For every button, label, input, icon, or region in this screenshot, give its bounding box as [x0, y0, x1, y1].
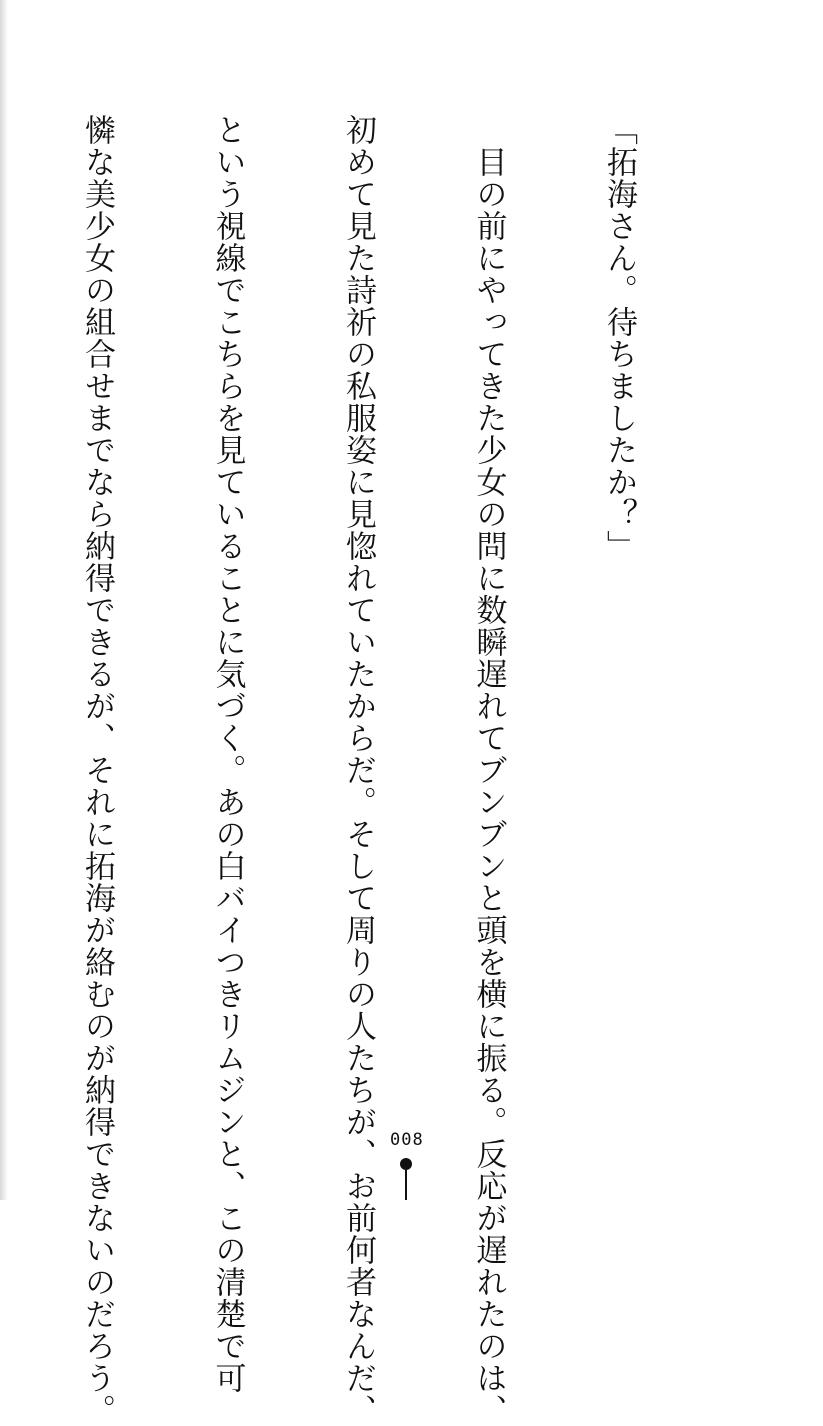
- text-line: という視線でこちらを見ていることに気づく。あの白バイつきリムジンと、この清楚で可: [209, 114, 246, 1394]
- vertical-text-block: [0, 114, 727, 1426]
- page-marker-dot: [400, 1158, 412, 1170]
- text-line: 「拓海さん。待ちましたか？」: [601, 114, 637, 562]
- page-number: 008: [390, 1130, 424, 1150]
- text-line: 目の前にやってきた少女の問に数瞬遅れてブンブンと頭を横に振る。反応が遅れたのは、: [470, 114, 507, 1426]
- page-marker-line: [405, 1170, 407, 1200]
- text-line: 憐な美少女の組合せまでなら納得できるが、それに拓海が絡むのが納得できないのだろう。: [79, 114, 115, 1426]
- text-line: 初めて見た詩祈の私服姿に見惚れていたからだ。そして周りの人たちが、お前何者なんだ、: [340, 114, 376, 1426]
